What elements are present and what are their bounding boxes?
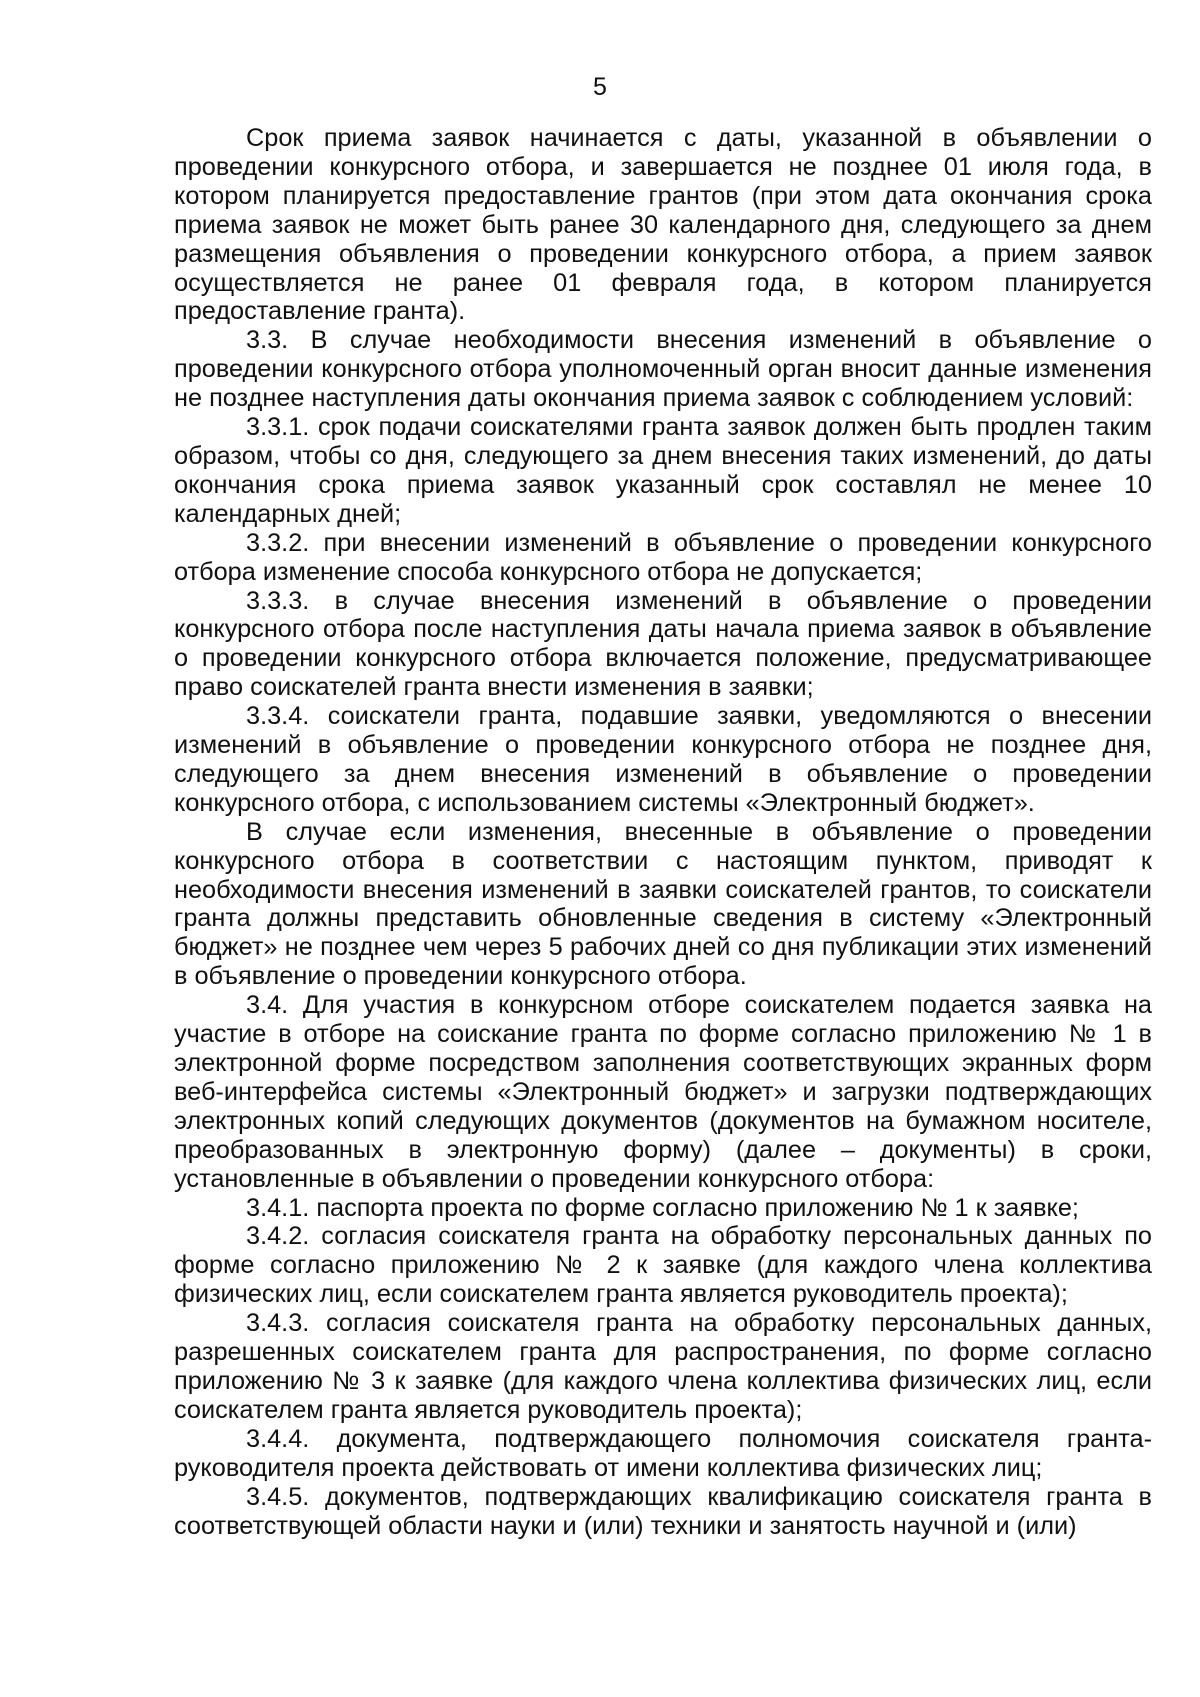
paragraph-3-4-2: 3.4.2. согласия соискателя гранта на обработку персональных данных по форме согласно приложению № 2 к заявке (для каждого члена коллектива физических лиц, если соискателем гранта является руководитель проекта); [174, 1222, 1152, 1309]
document-body [174, 124, 1152, 1540]
paragraph-3-3-2: 3.3.2. при внесении изменений в объявление о проведении конкурсного отбора изменение способа конкурсного отбора не допускается; [174, 528, 1152, 586]
paragraph-application-period: Срок приема заявок начинается с даты, указанной в объявлении о проведении конкурсного отбора, и завершается не позднее 01 июля года, в котором планируется предоставление грантов (при этом дата окончания срока приема заявок не может быть ранее 30 календарного дня, следующего за днем размещения объявления о проведении конкурсного отбора, а прием заявок осуществляется не ранее 01 февраля года, в котором планируется предоставление гранта). [174, 124, 1152, 326]
paragraph-changes-update: В случае если изменения, внесенные в объявление о проведении конкурсного отбора в соответствии с настоящим пунктом, приводят к необходимости внесения изменений в заявки соискателей грантов, то соискатели гранта должны представить обновленные сведения в систему «Электронный бюджет» не позднее чем через 5 рабочих дней со дня публикации этих изменений в объявление о проведении конкурсного отбора. [174, 817, 1152, 991]
paragraph-3-4-3: 3.4.3. согласия соискателя гранта на обработку персональных данных, разрешенных соискателем гранта для распространения, по форме согласно приложению № 3 к заявке (для каждого члена коллектива физических лиц, если соискателем гранта является руководитель проекта); [174, 1309, 1152, 1424]
paragraph-3-4-1: 3.4.1. паспорта проекта по форме согласно приложению № 1 к заявке; [246, 1193, 1079, 1222]
paragraph-3-3-1: 3.3.1. срок подачи соискателями гранта заявок должен быть продлен таким образом, чтобы со дня, следующего за днем внесения таких изменений, до даты окончания срока приема заявок указанный срок составлял не менее 10 календарных дней; [174, 413, 1152, 528]
page-number: 5 [593, 73, 607, 101]
paragraph-3-3-4: 3.3.4. соискатели гранта, подавшие заявки, уведомляются о внесении изменений в объявление о проведении конкурсного отбора не позднее дня, следующего за днем внесения изменений в объявление о проведении конкурсного отбора, с использованием системы «Электронный бюджет». [174, 702, 1152, 817]
paragraph-3-3-3: 3.3.3. в случае внесения изменений в объявление о проведении конкурсного отбора после наступления даты начала приема заявок в объявление о проведении конкурсного отбора включается положение, предусматривающее право соискателей гранта внести изменения в заявки; [174, 586, 1152, 702]
paragraph-3-4-5: 3.4.5. документов, подтверждающих квалификацию соискателя гранта в соответствующей области науки и (или) техники и занятость научной и (или) [174, 1482, 1152, 1540]
paragraph-3-3: 3.3. В случае необходимости внесения изменений в объявление о проведении конкурсного отбора уполномоченный орган вносит данные изменения не позднее наступления даты окончания приема заявок с соблюдением условий: [174, 326, 1152, 413]
paragraph-3-4-4: 3.4.4. документа, подтверждающего полномочия соискателя гранта-руководителя проекта действовать от имени коллектива физических лиц; [174, 1424, 1152, 1482]
paragraph-3-4: 3.4. Для участия в конкурсном отборе соискателем подается заявка на участие в отборе на соискание гранта по форме согласно приложению № 1 в электронной форме посредством заполнения соответствующих экранных форм веб-интерфейса системы «Электронный бюджет» и загрузки подтверждающих электронных копий следующих документов (документов на бумажном носителе, преобразованных в электронную форму) (далее – документы) в сроки, установленные в объявлении о проведении конкурсного отбора: [174, 991, 1152, 1193]
